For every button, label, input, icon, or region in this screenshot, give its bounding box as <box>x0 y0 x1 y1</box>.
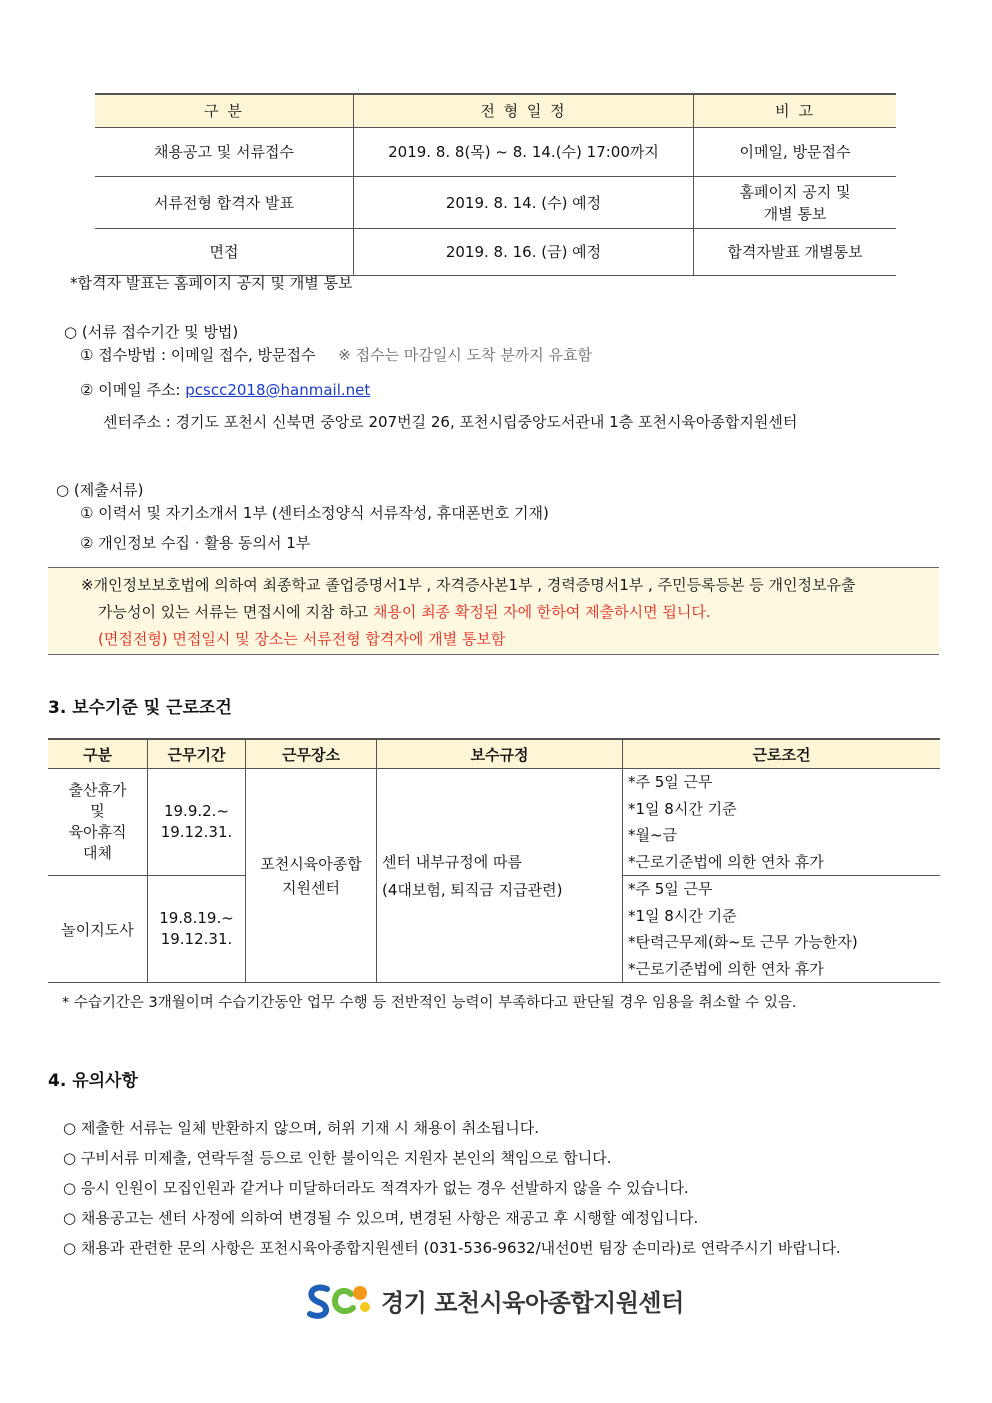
condition-line: *탄력근무제(화~토 근무 가능한자) <box>628 933 858 951</box>
position-type-line: 및 <box>90 802 105 820</box>
work-period-line: 19.12.31. <box>160 823 233 841</box>
schedule-header-date: 전 형 일 정 <box>354 94 694 128</box>
pay-regulation-line: (4대보험, 퇴직금 지급관련) <box>382 880 563 899</box>
notes-list <box>63 1113 841 1263</box>
section-3-heading: 3. 보수기준 및 근로조건 <box>48 698 232 718</box>
email-link[interactable]: pcscc2018@hanmail.net <box>185 381 371 399</box>
notice-highlight: 채용이 최종 확정된 자에 한하여 제출하시면 됩니다. <box>372 603 711 621</box>
pay-header: 구분 <box>48 739 148 769</box>
schedule-note: 이메일, 방문접수 <box>694 128 897 177</box>
condition-line: *월~금 <box>628 826 678 844</box>
table-row <box>48 769 940 876</box>
work-place <box>246 769 377 983</box>
work-period-line: 19.8.19.~ <box>159 909 234 927</box>
condition-line: *근로기준법에 의한 연차 휴가 <box>628 959 824 978</box>
section-4-heading: 4. 유의사항 <box>48 1071 138 1091</box>
list-item: ○ 제출한 서류는 일체 반환하지 않으며, 허위 기재 시 채용이 취소됩니다. <box>63 1119 540 1137</box>
documents-notice-box <box>48 567 939 655</box>
pay-regulation-line: 센터 내부규정에 따름 <box>382 852 522 871</box>
schedule-date: 2019. 8. 14. (수) 예정 <box>354 177 694 229</box>
center-logo <box>305 1280 684 1320</box>
table-row <box>95 128 896 177</box>
condition-line: *근로기준법에 의한 연차 휴가 <box>628 852 824 871</box>
schedule-date: 2019. 8. 8(목) ~ 8. 14.(수) 17:00까지 <box>354 128 694 177</box>
pay-table <box>48 738 940 983</box>
notice-line <box>98 599 929 626</box>
condition-line: *1일 8시간 기준 <box>628 799 737 818</box>
pay-header: 근무기간 <box>148 739 246 769</box>
position-type-line: 육아휴직 <box>68 823 127 841</box>
application-email <box>80 380 370 400</box>
position-type-line: 출산휴가 <box>68 781 127 799</box>
table-row <box>95 177 896 229</box>
position-type <box>48 769 148 876</box>
pay-header-row <box>48 739 940 769</box>
work-period-line: 19.12.31. <box>160 930 233 948</box>
logo-mark-icon <box>305 1280 373 1320</box>
documents-title: ○ (제출서류) <box>56 481 144 499</box>
schedule-note <box>694 177 897 229</box>
list-item: ○ 응시 인원이 모집인원과 같거나 미달하더라도 적격자가 없는 경우 선발하지 않을 수 있습니다. <box>63 1179 689 1197</box>
condition-line: *주 5일 근무 <box>628 880 713 898</box>
schedule-header-note: 비 고 <box>694 94 897 128</box>
schedule-stage: 면접 <box>95 229 354 276</box>
work-period-line: 19.9.2.~ <box>163 802 230 820</box>
application-method-label: ① 접수방법 : 이메일 접수, 방문접수 <box>80 346 316 364</box>
schedule-note: 합격자발표 개별통보 <box>694 229 897 276</box>
application-method <box>80 345 592 365</box>
condition-line: *주 5일 근무 <box>628 773 713 791</box>
position-type: 놀이지도사 <box>48 876 148 983</box>
schedule-footnote: *합격자 발표는 홈페이지 공지 및 개별 통보 <box>70 274 353 292</box>
condition-line: *1일 8시간 기준 <box>628 906 737 925</box>
schedule-stage: 채용공고 및 서류접수 <box>95 128 354 177</box>
list-item: ○ 채용공고는 센터 사정에 의하여 변경될 수 있으며, 변경된 사항은 재공고 후 시행할 예정입니다. <box>63 1209 699 1227</box>
schedule-header-row <box>95 94 896 128</box>
work-period <box>148 876 246 983</box>
table-row <box>95 229 896 276</box>
list-item: ○ 구비서류 미제출, 연락두절 등으로 인한 불이익은 지원자 본인의 책임으로 합니다. <box>63 1149 612 1167</box>
application-method-note: ※ 접수는 마감일시 도착 분까지 유효함 <box>338 346 593 364</box>
work-place-line: 지원센터 <box>282 878 340 897</box>
schedule-table <box>95 93 896 276</box>
pay-regulation <box>377 769 623 983</box>
documents-item: ② 개인정보 수집 · 활용 동의서 1부 <box>80 534 311 552</box>
schedule-note-line: 홈페이지 공지 및 <box>739 182 851 201</box>
work-conditions <box>623 876 941 983</box>
probation-note: * 수습기간은 3개월이며 수습기간동안 업무 수행 등 전반적인 능력이 부족하다고 판단될 경우 임용을 취소할 수 있음. <box>62 995 797 1011</box>
work-conditions <box>623 769 941 876</box>
notice-line: ※개인정보보호법에 의하여 최종학교 졸업증명서1부 , 자격증사본1부 , 경력증명서1부 , 주민등록등본 등 개인정보유출 <box>81 576 856 594</box>
pay-header: 근로조건 <box>623 739 941 769</box>
list-item: ○ 채용과 관련한 문의 사항은 포천시육아종합지원센터 (031-536-9632/내선0번 팀장 손미라)로 연락주시기 바랍니다. <box>63 1239 841 1257</box>
position-type-line: 대체 <box>83 844 112 862</box>
schedule-date: 2019. 8. 16. (금) 예정 <box>354 229 694 276</box>
work-place-line: 포천시육아종합 <box>260 854 362 873</box>
documents-item: ① 이력서 및 자기소개서 1부 (센터소정양식 서류작성, 휴대폰번호 기재) <box>80 504 549 522</box>
pay-header: 보수규정 <box>377 739 623 769</box>
schedule-note-line: 개별 통보 <box>763 204 827 223</box>
center-address: 센터주소 : 경기도 포천시 신북면 중앙로 207번길 26, 포천시립중앙도서관내 1층 포천시육아종합지원센터 <box>103 413 798 431</box>
schedule-header-stage: 구 분 <box>95 94 354 128</box>
email-label: ② 이메일 주소: <box>80 381 186 399</box>
notice-line: (면접전형) 면접일시 및 장소는 서류전형 합격자에 개별 통보함 <box>98 630 506 648</box>
logo-name: 경기 포천시육아종합지원센터 <box>381 1288 684 1317</box>
application-title: ○ (서류 접수기간 및 방법) <box>64 323 239 341</box>
schedule-stage: 서류전형 합격자 발표 <box>95 177 354 229</box>
notice-text: 가능성이 있는 서류는 면접시에 지참 하고 <box>98 603 373 621</box>
work-period <box>148 769 246 876</box>
pay-header: 근무장소 <box>246 739 377 769</box>
